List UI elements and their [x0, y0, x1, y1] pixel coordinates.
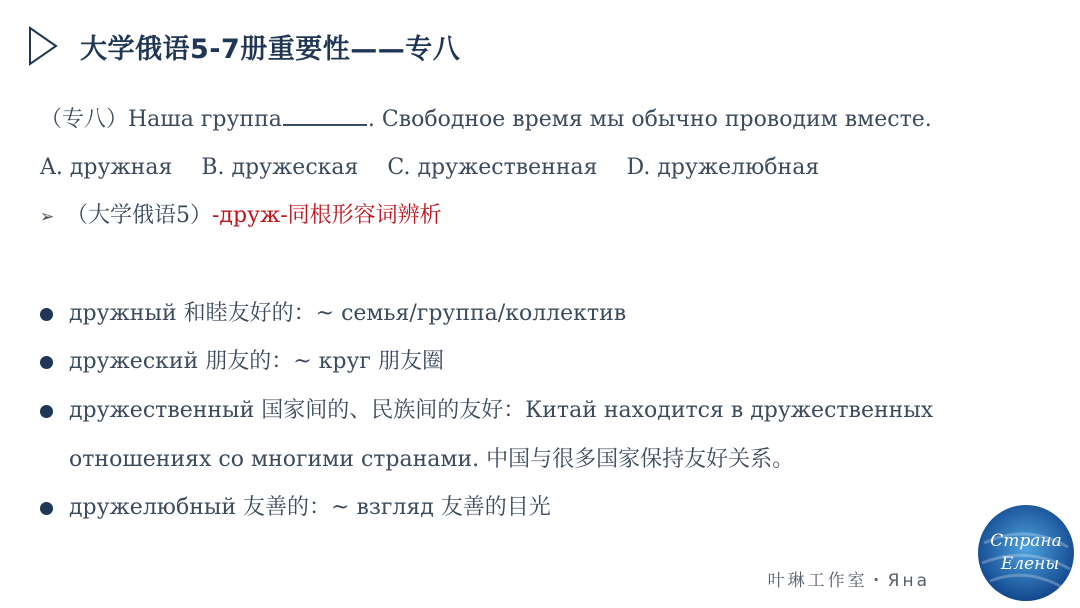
list-item: дружелюбный 友善的：~ взгляд 友善的目光 — [69, 495, 551, 520]
list-item: дружественный 国家间的、民族间的友好：Китай находится в дружественных — [69, 398, 934, 423]
play-arrow-icon — [28, 26, 58, 66]
svg-text:Елены: Елены — [1000, 554, 1060, 574]
option-b: B. дружеская — [201, 155, 359, 180]
question-line — [40, 104, 932, 135]
bullet-dot-icon — [40, 502, 53, 515]
bullet-dot-icon — [40, 405, 53, 418]
option-a: A. дружная — [40, 155, 173, 180]
question-prefix: （专八）Наша группа — [40, 107, 282, 132]
question-suffix: . Свободное время мы обычно проводим вместе. — [367, 107, 932, 132]
list-item-continuation: отношениях со многими странами. 中国与很多国家保持友好关系。 — [69, 447, 795, 472]
svg-text:Страна: Страна — [990, 531, 1062, 551]
note-line — [40, 201, 442, 232]
options-line — [40, 153, 841, 183]
watermark: 叶琳工作室・Яна — [767, 571, 930, 591]
slide-title: 大学俄语5-7册重要性——专八 — [80, 33, 461, 65]
strana-eleny-logo — [976, 503, 1076, 603]
arrow-bullet-icon: ➢ — [40, 207, 55, 227]
bullet-dot-icon — [40, 356, 53, 369]
list-item: дружный 和睦友好的：~ семья/группа/коллектив — [69, 301, 627, 326]
note-prefix: （大学俄语5） — [66, 203, 212, 228]
list-item: дружеский 朋友的：~ круг 朋友圈 — [69, 349, 444, 374]
option-c: C. дружественная — [387, 155, 598, 180]
slide-title-row — [28, 24, 460, 68]
note-highlight: -друж-同根形容词辨析 — [212, 203, 442, 228]
bullet-dot-icon — [40, 308, 53, 321]
answer-blank — [283, 104, 367, 126]
option-d: D. дружелюбная — [626, 155, 820, 180]
